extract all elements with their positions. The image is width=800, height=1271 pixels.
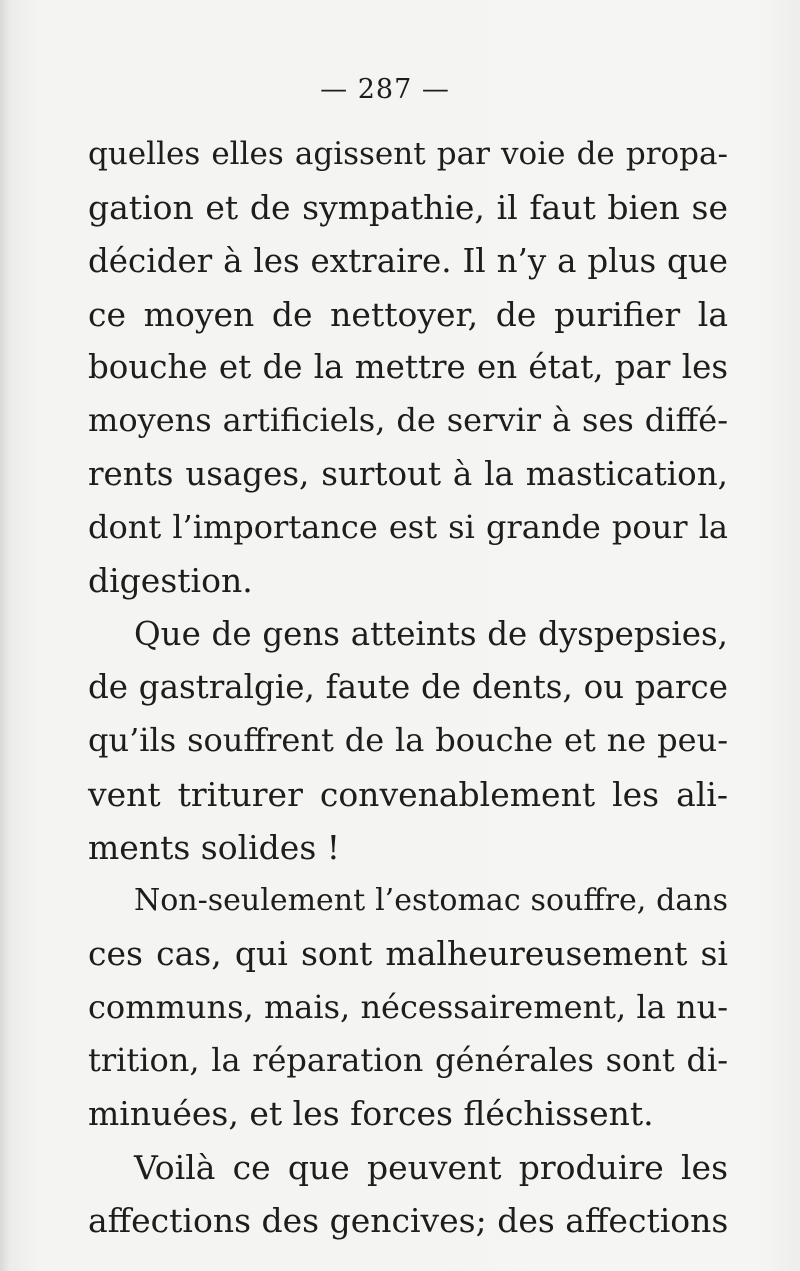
page-number: — 287 — <box>320 74 450 105</box>
text-line: minuées, et les forces fléchissent. <box>88 1094 654 1134</box>
text-line: communs, mais, nécessairement, la nu- <box>88 987 728 1026</box>
text-line: vent triturer convenablement les ali- <box>88 774 728 814</box>
paragraph-first-line: Non-seulement l’estomac souffre, dans <box>134 883 728 919</box>
text-line: ces cas, qui sont malheureusement si <box>88 934 728 974</box>
text-line: quelles elles agissent par voie de propa- <box>88 136 728 172</box>
text-line: dont l’importance est si grande pour la <box>88 508 728 547</box>
paragraph-first-line: Que de gens atteints de dyspepsies, <box>134 614 728 653</box>
body-text <box>88 128 728 1247</box>
text-line: affections des gencives; des affections <box>88 1200 729 1240</box>
text-line: bouche et de la mettre en état, par les <box>88 348 728 387</box>
text-line: de gastralgie, faute de dents, ou parce <box>88 667 728 706</box>
text-line: ments solides ! <box>88 827 341 867</box>
text-line: gation et de sympathie, il faut bien se <box>88 188 728 228</box>
text-line: qu’ils souffrent de la bouche et ne peu- <box>88 721 728 760</box>
text-line: ce moyen de nettoyer, de purifier la <box>88 294 728 334</box>
text-line: trition, la réparation générales sont di- <box>88 1041 728 1080</box>
text-line: digestion. <box>88 561 253 601</box>
text-line: rents usages, surtout à la mastication, <box>88 454 728 493</box>
text-line: moyens artificiels, de servir à ses diffé- <box>88 401 728 440</box>
text-line: décider à les extraire. Il n’y a plus que <box>88 241 728 280</box>
paragraph-first-line: Voilà ce que peuvent produire les <box>134 1147 728 1187</box>
